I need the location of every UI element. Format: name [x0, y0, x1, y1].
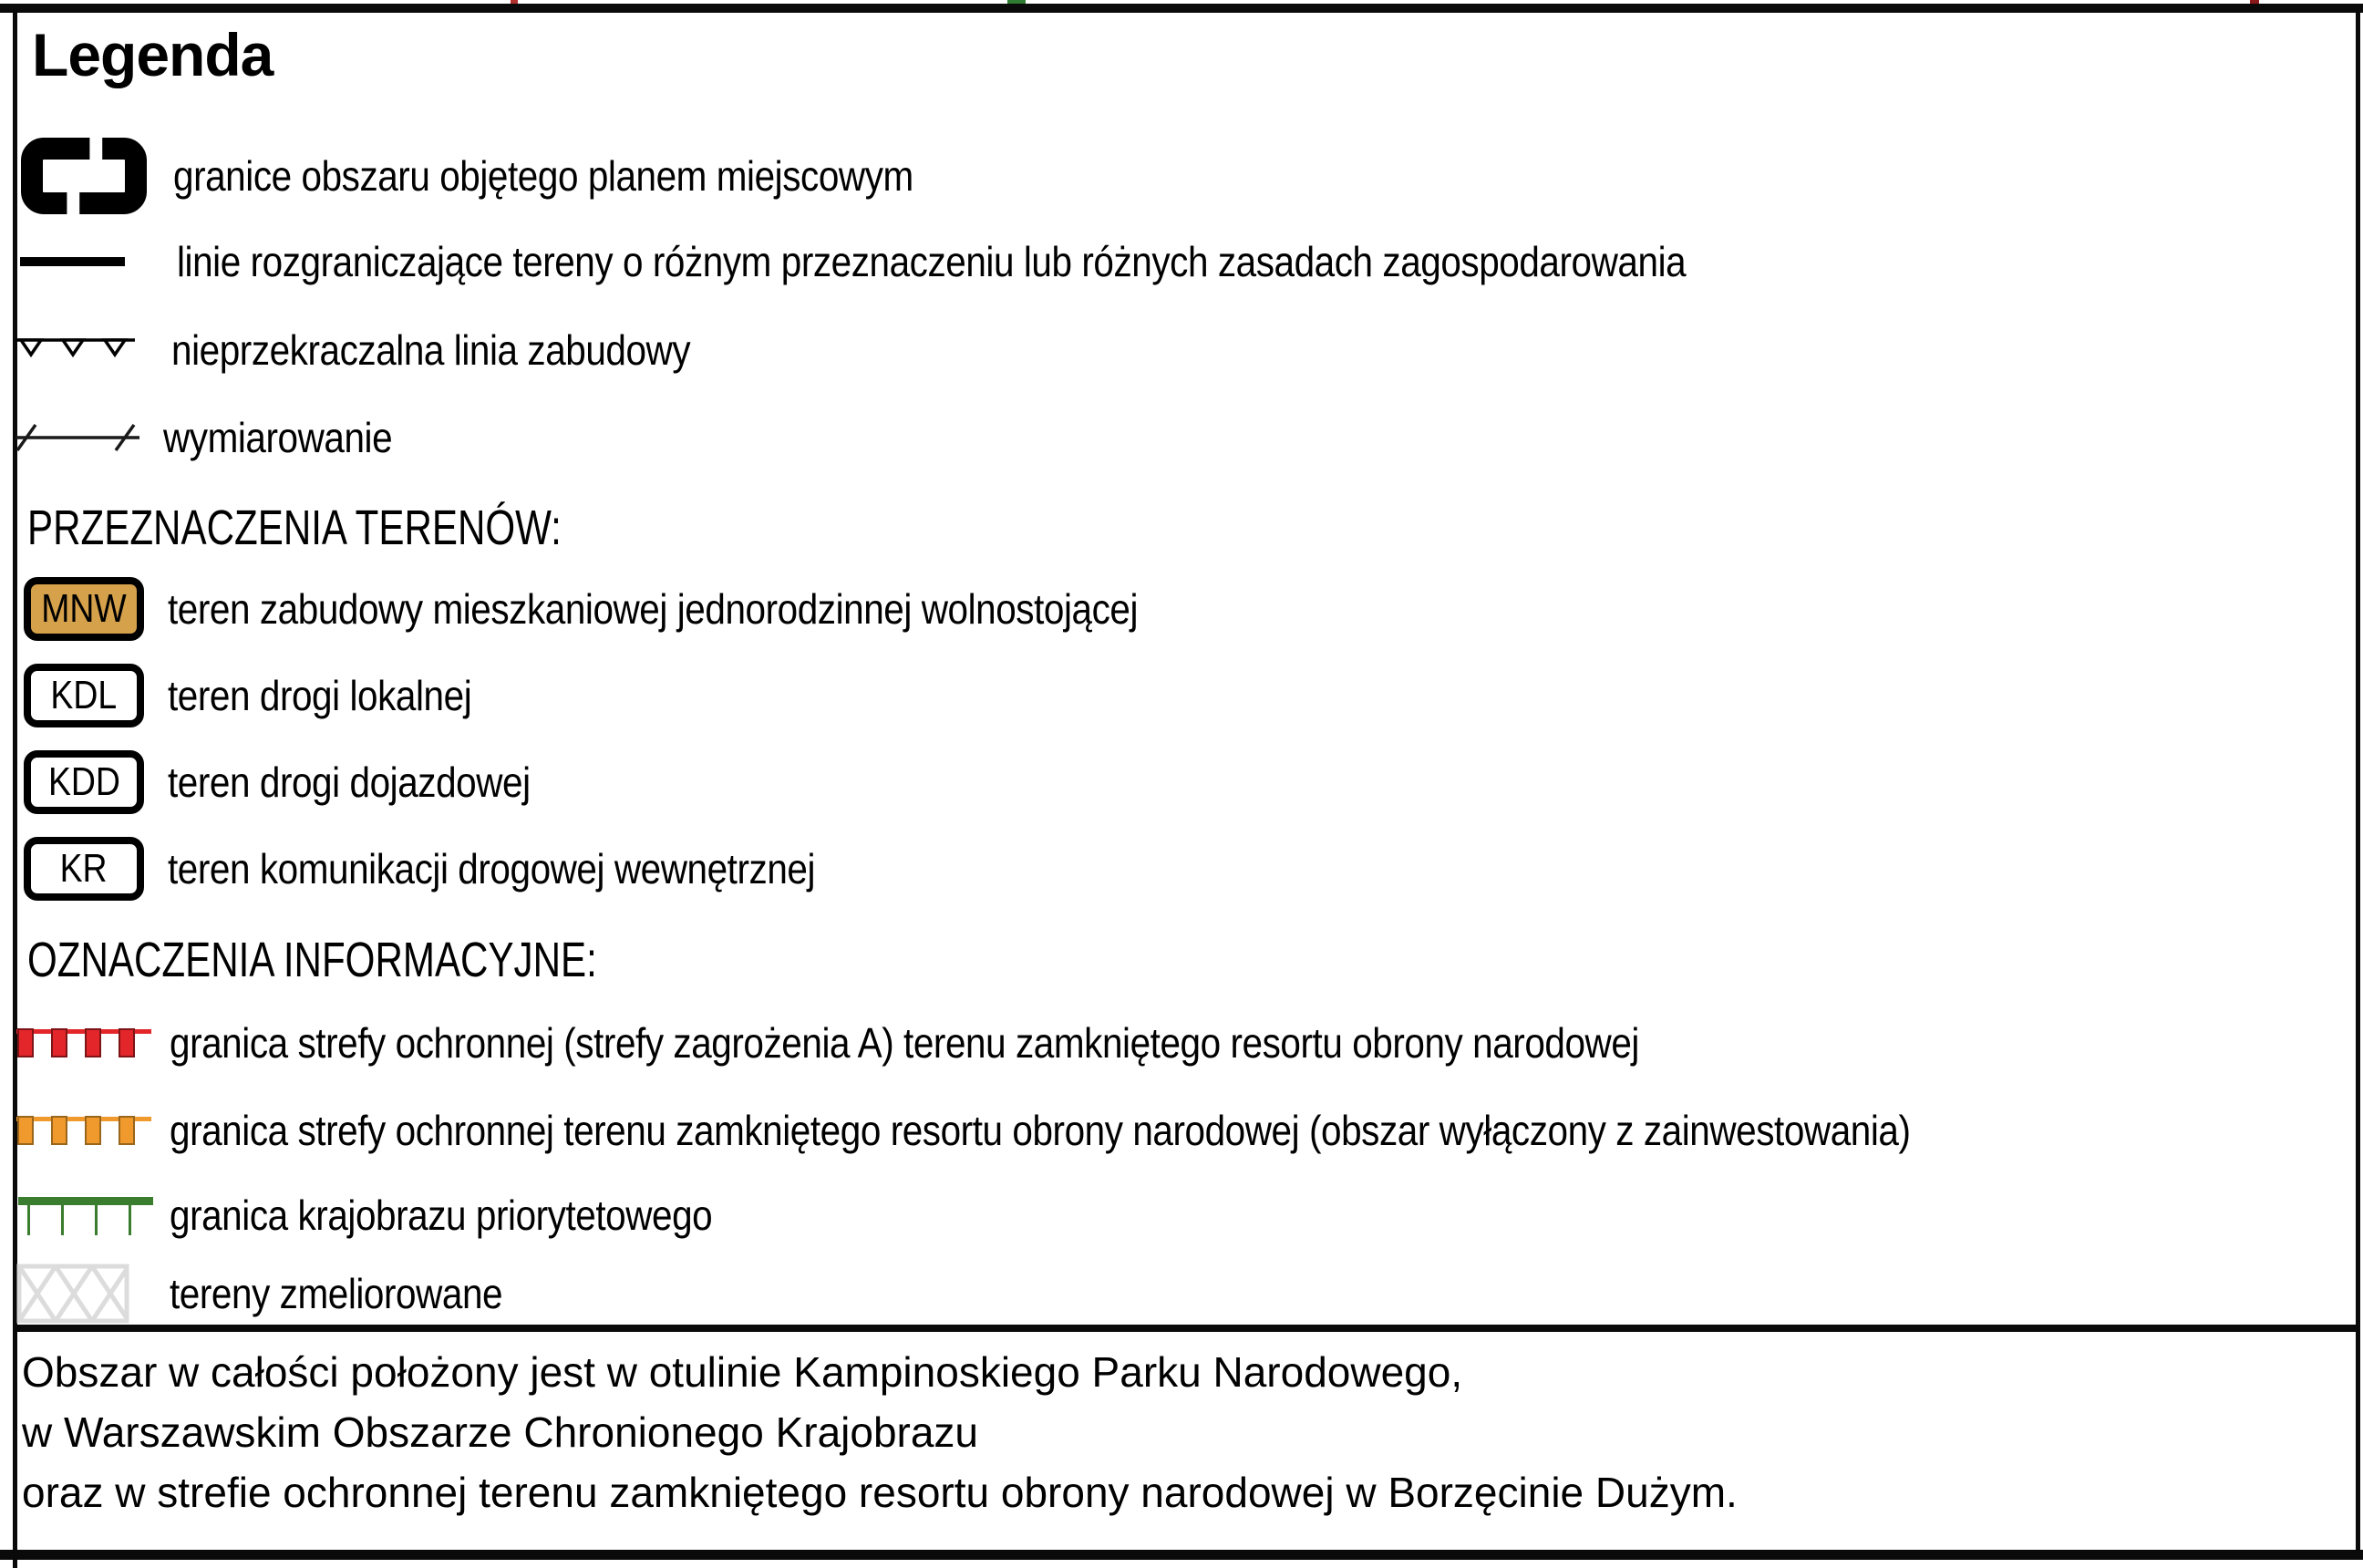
map-edge-remnant [1007, 0, 1026, 4]
legend-row-priority-landscape [16, 1187, 786, 1243]
note-line: oraz w strefie ochronnej terenu zamkniętego resortu obrony narodowej w Borzęcinie Dużym. [22, 1469, 1738, 1516]
legend-row-kdd [24, 749, 580, 815]
land-use-code-box-mnw [24, 577, 144, 641]
dimensioning-symbol [14, 421, 150, 454]
legend-row-plan-boundary [20, 132, 1014, 219]
land-use-code: KR [60, 846, 108, 891]
land-use-code-box-kdd [24, 750, 144, 814]
plan-boundary-symbol [20, 138, 157, 214]
legend-row-kr [24, 836, 903, 902]
legend-item-label: teren drogi dojazdowej [168, 758, 531, 806]
dividing-line-symbol [20, 257, 157, 266]
land-use-code-box-kr [24, 837, 144, 901]
meliorated-area-symbol [16, 1264, 155, 1324]
panel-bottom-line [0, 1550, 2363, 1560]
legend-row-protection-zone-a [16, 1015, 1840, 1071]
note-line: w Warszawskim Obszarze Chronionego Krajobrazu [22, 1408, 979, 1456]
legend-row-dividing-lines [20, 239, 1892, 284]
protection-zone-a-symbol [16, 1024, 155, 1062]
legend-row-building-line [16, 326, 761, 374]
legend-item-label: granica strefy ochronnej (strefy zagrożenia A) terenu zamkniętego resortu obrony narodowej [170, 1019, 1639, 1067]
land-use-code: KDL [50, 673, 118, 717]
legend-row-protection-zone [16, 1102, 2148, 1159]
land-use-code-box-kdl [24, 664, 144, 727]
legend-note-separator [13, 1325, 2360, 1332]
legend-row-mnw [24, 576, 1270, 642]
note-line: Obszar w całości położony jest w otulinie Kampinoskiego Parku Narodowego, [22, 1348, 1463, 1396]
legend-item-label: teren komunikacji drogowej wewnętrznej [168, 845, 816, 892]
legend-row-dimensioning [14, 412, 423, 462]
legend-item-label: teren zabudowy mieszkaniowej jednorodzinnej wolnostojącej [168, 585, 1139, 633]
note-box [22, 1342, 1738, 1522]
legend-item-label: nieprzekraczalna linia zabudowy [171, 326, 691, 374]
map-edge-remnant [511, 0, 518, 4]
priority-landscape-symbol [16, 1193, 155, 1237]
legend-title: Legenda [32, 21, 273, 88]
section-header-info: OZNACZENIA INFORMACYJNE: [27, 933, 597, 987]
building-limit-line-symbol [16, 336, 153, 364]
legend-row-kdl [24, 663, 513, 728]
legend-item-label: granice obszaru objętego planem miejscowym [173, 151, 913, 200]
legend-row-meliorated-areas [16, 1264, 548, 1324]
protection-zone-symbol [16, 1111, 155, 1150]
legend-item-label: linie rozgraniczające tereny o różnym przeznaczeniu lub różnych zasadach zagospodarowania [177, 238, 1687, 285]
legend-item-label: teren drogi lokalnej [168, 672, 472, 719]
legend-item-label: granica krajobrazu priorytetowego [170, 1191, 713, 1239]
land-use-code: MNW [41, 586, 127, 631]
land-use-code: KDD [47, 759, 120, 804]
legend-item-label: tereny zmeliorowane [170, 1270, 503, 1317]
map-edge-line [0, 4, 2363, 13]
panel-left-border [13, 9, 17, 1568]
legend-item-label: wymiarowanie [163, 413, 393, 461]
legend-item-label: granica strefy ochronnej terenu zamkniętego resortu obrony narodowej (obszar wyłączony z zainwestowania) [170, 1107, 1911, 1154]
section-header-land-use: PRZEZNACZENIA TERENÓW: [27, 500, 562, 555]
map-edge-remnant [2250, 0, 2259, 4]
